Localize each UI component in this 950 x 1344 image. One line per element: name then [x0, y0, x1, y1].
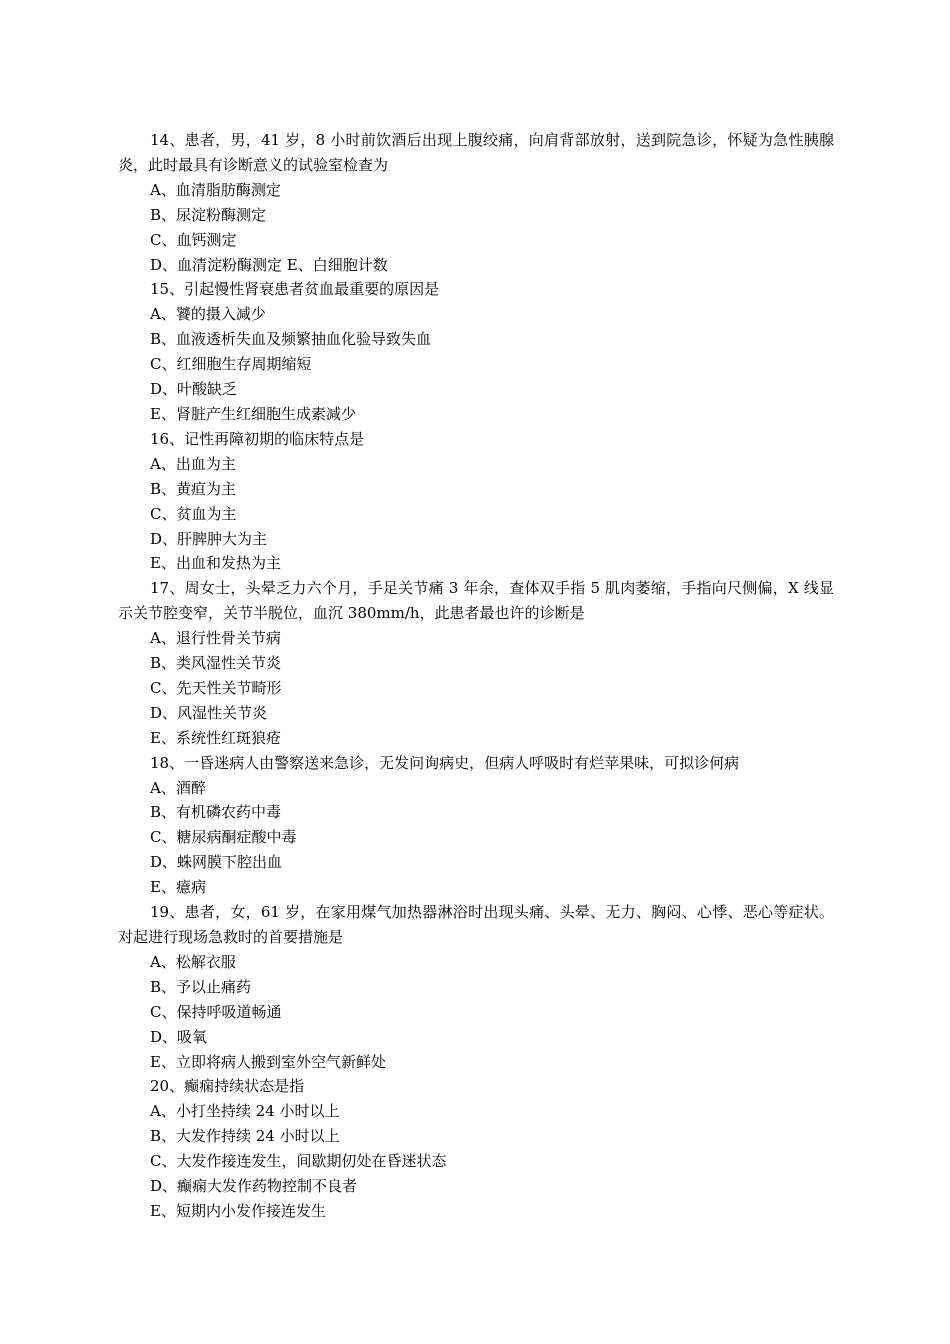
question-15-stem: 15、引起慢性肾衰患者贫血最重要的原因是 [150, 280, 440, 299]
option-16-a: A、出血为主 [150, 454, 236, 473]
question-20-stem: 20、癫痫持续状态是指 [150, 1077, 305, 1096]
document-page [118, 128, 834, 1224]
option-15-e: E、肾脏产生红细胞生成素减少 [150, 404, 356, 423]
option-18-a: A、酒醉 [150, 778, 206, 797]
option-14-c: C、血钙测定 [150, 230, 237, 249]
option-18-d: D、蛛网膜下腔出血 [150, 853, 283, 872]
option-17-e: E、系统性红斑狼疮 [150, 728, 281, 747]
option-16-d: D、肝脾肿大为主 [150, 529, 268, 548]
option-20-b: B、大发作持续 24 小时以上 [150, 1127, 340, 1146]
option-15-b: B、血液透析失血及频繁抽血化验导致失血 [150, 330, 432, 349]
option-19-c: C、保持呼吸道畅通 [150, 1002, 282, 1021]
option-20-d: D、癫痫大发作药物控制不良者 [150, 1177, 358, 1196]
option-14-d-e: D、血清淀粉酶测定 E、白细胞计数 [150, 255, 388, 274]
option-19-b: B、予以止痛药 [150, 977, 252, 996]
option-17-a: A、退行性骨关节病 [150, 629, 281, 648]
option-14-b: B、尿淀粉酶测定 [150, 205, 267, 224]
question-18-stem: 18、一昏迷病人由警察送来急诊，无发问询病史，但病人呼吸时有烂苹果味，可拟诊何病 [150, 753, 740, 772]
option-17-b: B、类风湿性关节炎 [150, 654, 282, 673]
option-17-d: D、风湿性关节炎 [150, 703, 268, 722]
option-20-a: A、小打坐持续 24 小时以上 [150, 1102, 340, 1121]
option-15-d: D、叶酸缺乏 [150, 380, 238, 399]
option-18-b: B、有机磷农药中毒 [150, 803, 282, 822]
option-18-c: C、糖尿病酮症酸中毒 [150, 828, 297, 847]
question-16-stem: 16、记性再障初期的临床特点是 [150, 429, 365, 448]
option-19-e: E、立即将病人搬到室外空气新鲜处 [150, 1052, 386, 1071]
option-16-c: C、贫血为主 [150, 504, 237, 523]
option-16-e: E、出血和发热为主 [150, 554, 281, 573]
question-14-stem: 14、患者，男，41 岁，8 小时前饮酒后出现上腹绞痛，向肩背部放射，送到院急诊，怀疑为急性胰腺炎，此时最具有诊断意义的试验室检查为 [118, 131, 834, 174]
option-14-a: A、血清脂肪酶测定 [150, 180, 281, 199]
option-16-b: B、黄疸为主 [150, 479, 237, 498]
question-19-stem: 19、患者，女，61 岁，在家用煤气加热器淋浴时出现头痛、头晕、无力、胸闷、心悸、恶心等症状。对起进行现场急救时的首要措施是 [118, 903, 834, 946]
option-19-a: A、松解衣服 [150, 952, 236, 971]
option-19-d: D、吸氧 [150, 1027, 208, 1046]
option-18-e: E、癔病 [150, 878, 206, 897]
option-15-a: A、饕的摄入减少 [150, 305, 266, 324]
option-15-c: C、红细胞生存周期缩短 [150, 355, 312, 374]
option-20-e: E、短期内小发作接连发生 [150, 1201, 326, 1220]
question-17-stem: 17、周女士，头晕乏力六个月，手足关节痛 3 年余，查体双手指 5 肌肉萎缩，手指向尺侧偏，X 线显示关节腔变窄，关节半脱位，血沉 380mm/h，此患者最也许的诊断是 [118, 579, 834, 623]
option-17-c: C、先天性关节畸形 [150, 678, 282, 697]
option-20-c: C、大发作接连发生，间歇期仞处在昏迷状态 [150, 1152, 447, 1171]
